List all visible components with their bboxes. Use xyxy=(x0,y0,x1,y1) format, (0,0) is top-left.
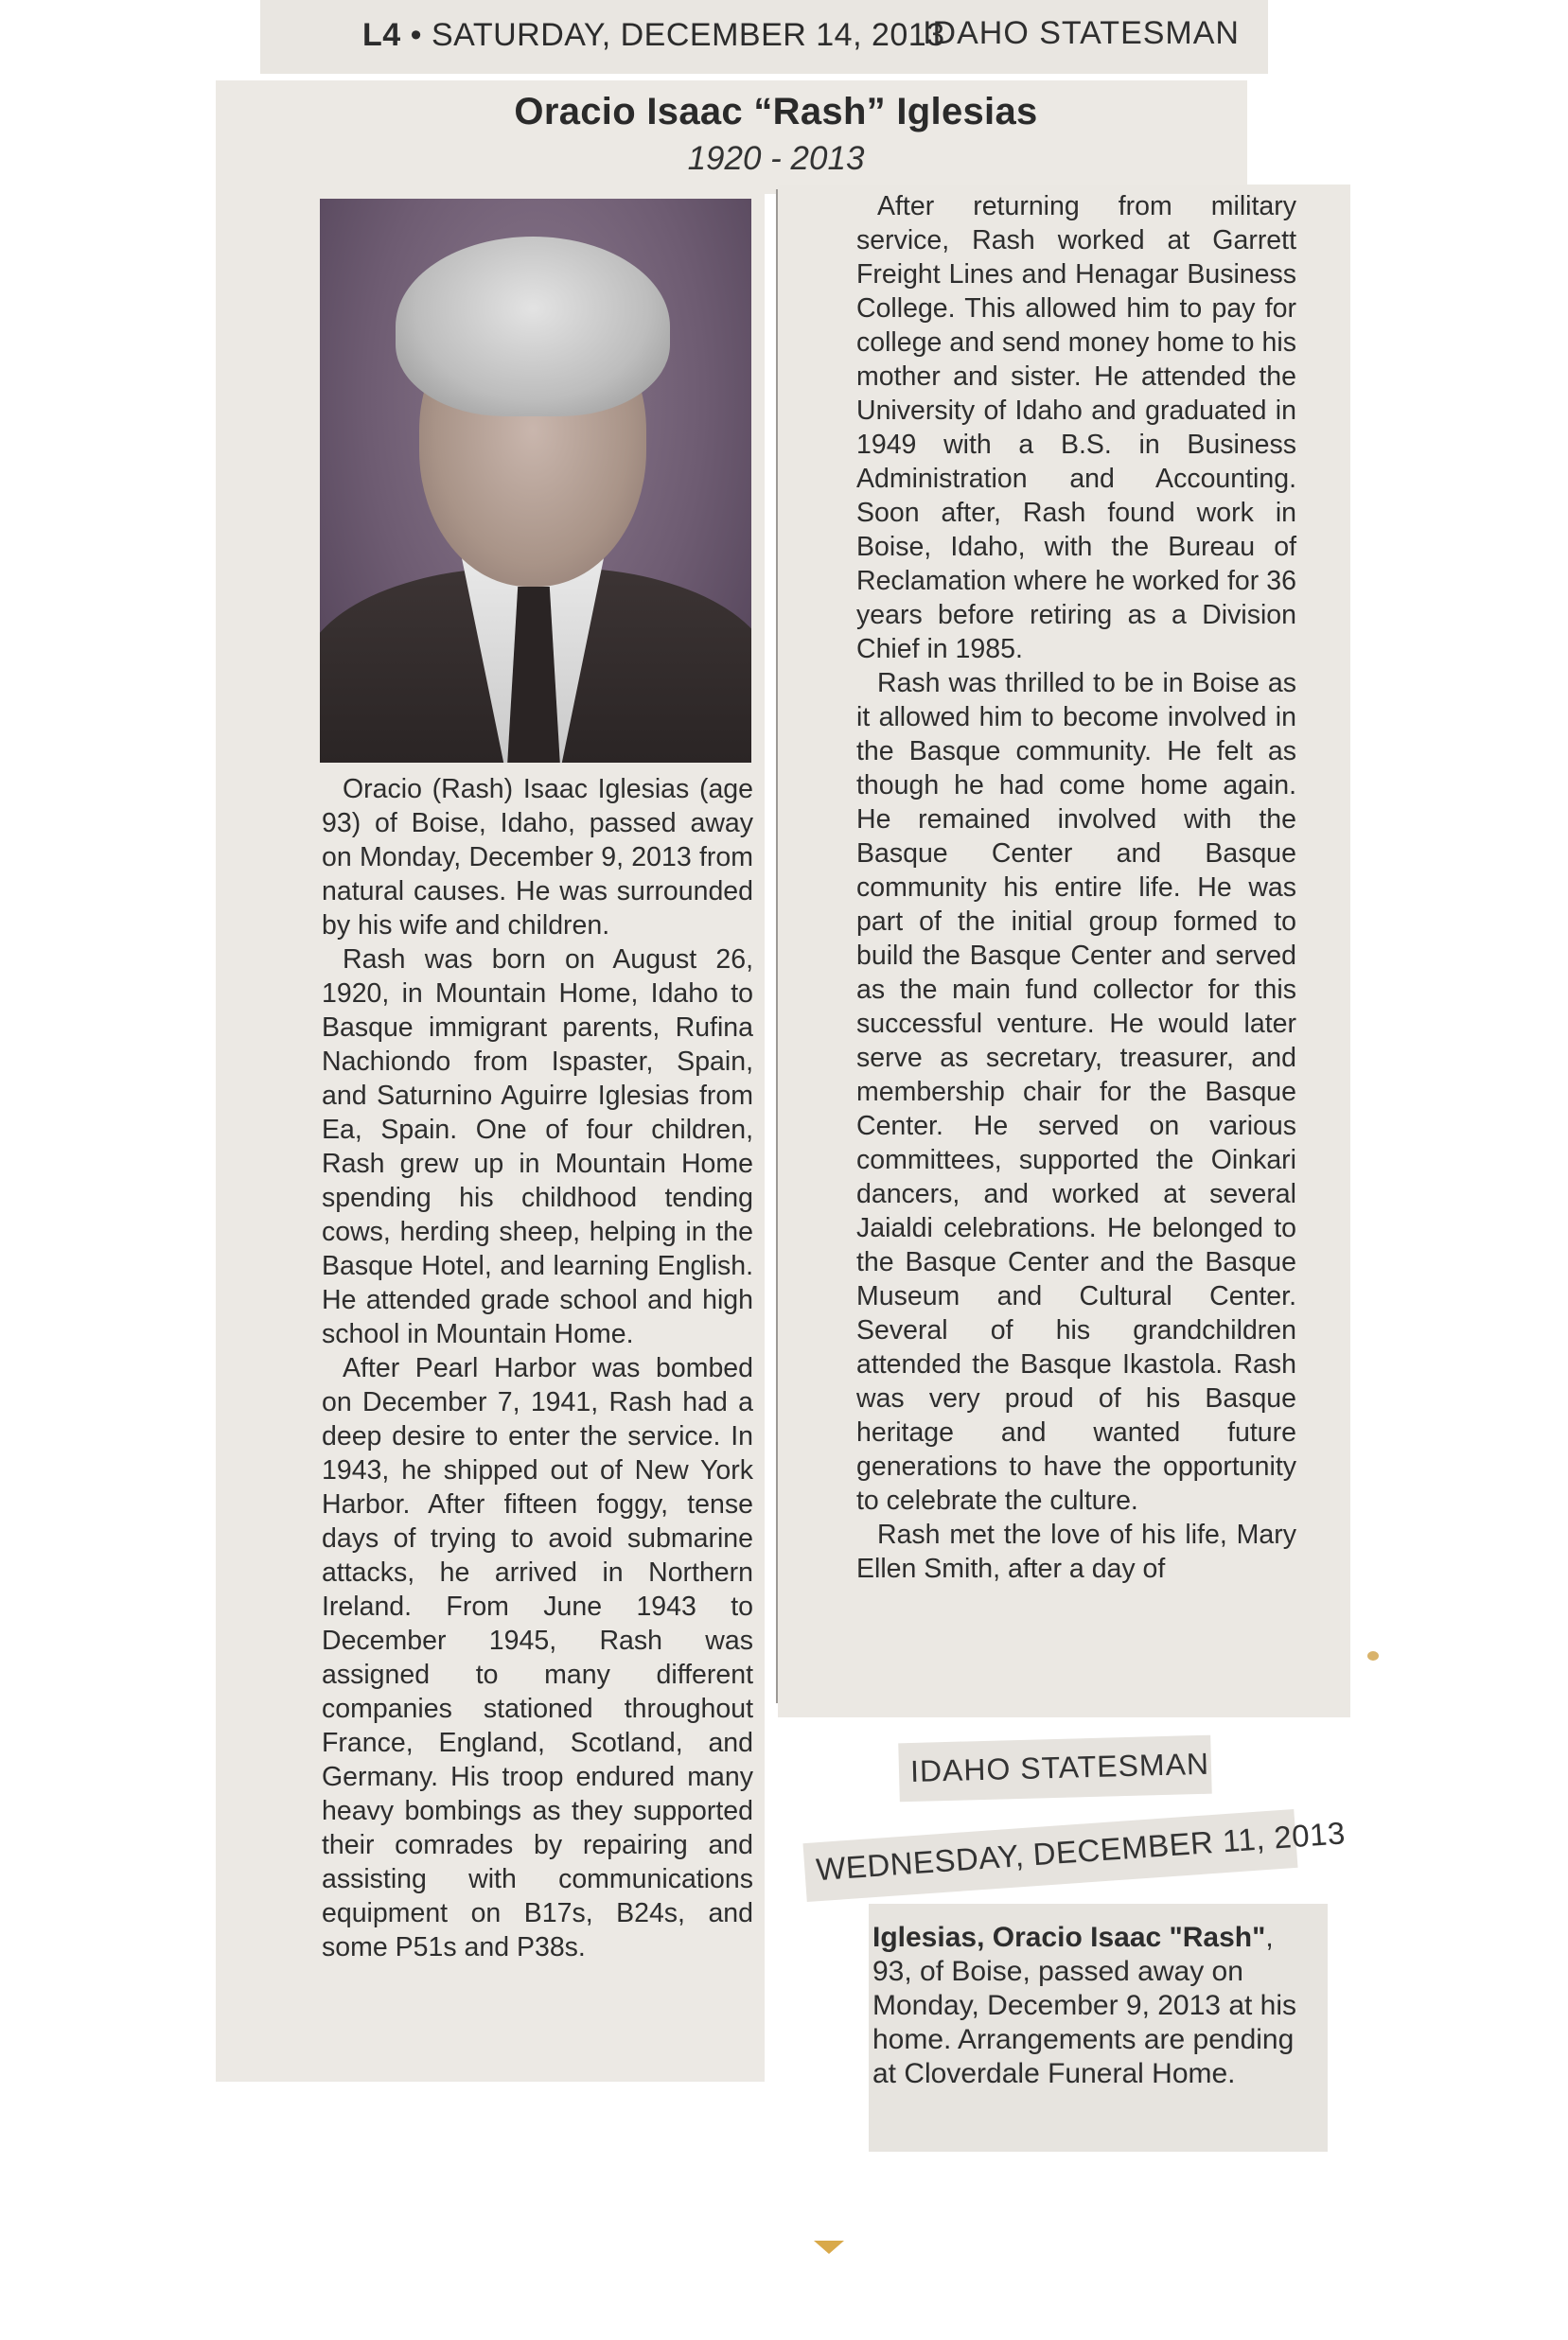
obituary-left-column xyxy=(322,772,753,1964)
obituary-paragraph: Rash met the love of his life, Mary Ellen Smith, after a day of xyxy=(856,1520,1296,1584)
scan-speck xyxy=(1367,1651,1379,1661)
obituary-paragraph: Oracio (Rash) Isaac Iglesias (age 93) of Boise, Idaho, passed away on Monday, December 9, 2013 from natural causes. He was surrounded by his wife and children. xyxy=(322,774,753,941)
photo-hair xyxy=(396,237,670,416)
header-date: SATURDAY, DECEMBER 14, 2013 xyxy=(432,17,945,53)
header-clipping xyxy=(260,0,1268,74)
page-number: L4 xyxy=(362,17,401,53)
obituary-years: 1920 - 2013 xyxy=(687,140,865,177)
obituary-paragraph: After Pearl Harbor was bombed on December 7, 1941, Rash had a deep desire to enter the service. In 1943, he shipped out of New York Harbor. After fifteen foggy, tense days of trying to avoid submarine attacks, he arrived in Northern Ireland. From June 1943 to December 1945, Rash was assigned to many different companies stationed throughout France, England, Scotland, and Germany. His troop endured many heavy bombings as they supported their comrades by repairing and assisting with communications equipment on B17s, B24s, and some P51s and P38s. xyxy=(322,1353,753,1962)
obituary-paragraph: Rash was born on August 26, 1920, in Mountain Home, Idaho to Basque immigrant parents, Rufina Nachiondo from Ispaster, Spain, and Saturnino Aguirre Iglesias from Ea, Spain. One of four children, Rash grew up in Mountain Home spending his childhood tending cows, herding sheep, helping in the Basque Hotel, and learning English. He attended grade school and high school in Mountain Home. xyxy=(322,944,753,1349)
column-divider xyxy=(776,189,778,1703)
scan-mark xyxy=(814,2241,844,2254)
header-publication: IDAHO STATESMAN xyxy=(923,15,1240,51)
notice-date: WEDNESDAY, DECEMBER 11, 2013 xyxy=(815,1815,1347,1888)
notice-publication: IDAHO STATESMAN xyxy=(909,1746,1210,1788)
header-separator: • xyxy=(410,17,423,53)
header-dateline xyxy=(362,17,945,54)
notice-publication-clipping xyxy=(898,1735,1212,1803)
obituary-title: Oracio Isaac “Rash” Iglesias xyxy=(514,91,1038,132)
notice-date-clipping xyxy=(802,1809,1347,1902)
death-notice-body: , 93, of Boise, passed away on Monday, December 9, 2013 at his home. Arrangements are pending at Cloverdale Funeral Home. xyxy=(872,1922,1297,2089)
obituary-paragraph: Rash was thrilled to be in Boise as it allowed him to become involved in the Basque community. He felt as though he had come home again. He remained involved with the Basque Center and Basque community his entire life. He was part of the initial group formed to build the Basque Center and served as the main fund collector for this successful venture. He would later serve as secretary, treasurer, and membership chair for the Basque Center. He served on various committees, supported the Oinkari dancers, and worked at several Jaialdi celebrations. He belonged to the Basque Center and the Basque Museum and Cultural Center. Several of his grandchildren attended the Basque Ikastola. Rash was very proud of his Basque heritage and wanted future generations to have the opportunity to celebrate the culture. xyxy=(856,668,1296,1516)
portrait-photo xyxy=(320,199,751,763)
death-notice-text xyxy=(872,1921,1298,2091)
obituary-paragraph: After returning from military service, Rash worked at Garrett Freight Lines and Henagar Business College. This allowed him to pay for college and send money home to his mother and sister. He attended the University of Idaho and graduated in 1949 with a B.S. in Business Administration and Accounting. Soon after, Rash found work in Boise, Idaho, with the Bureau of Reclamation where he worked for 36 years before retiring as a Division Chief in 1985. xyxy=(856,191,1296,664)
obituary-right-column xyxy=(856,189,1296,1586)
death-notice-name: Iglesias, Oracio Isaac "Rash" xyxy=(872,1922,1266,1953)
